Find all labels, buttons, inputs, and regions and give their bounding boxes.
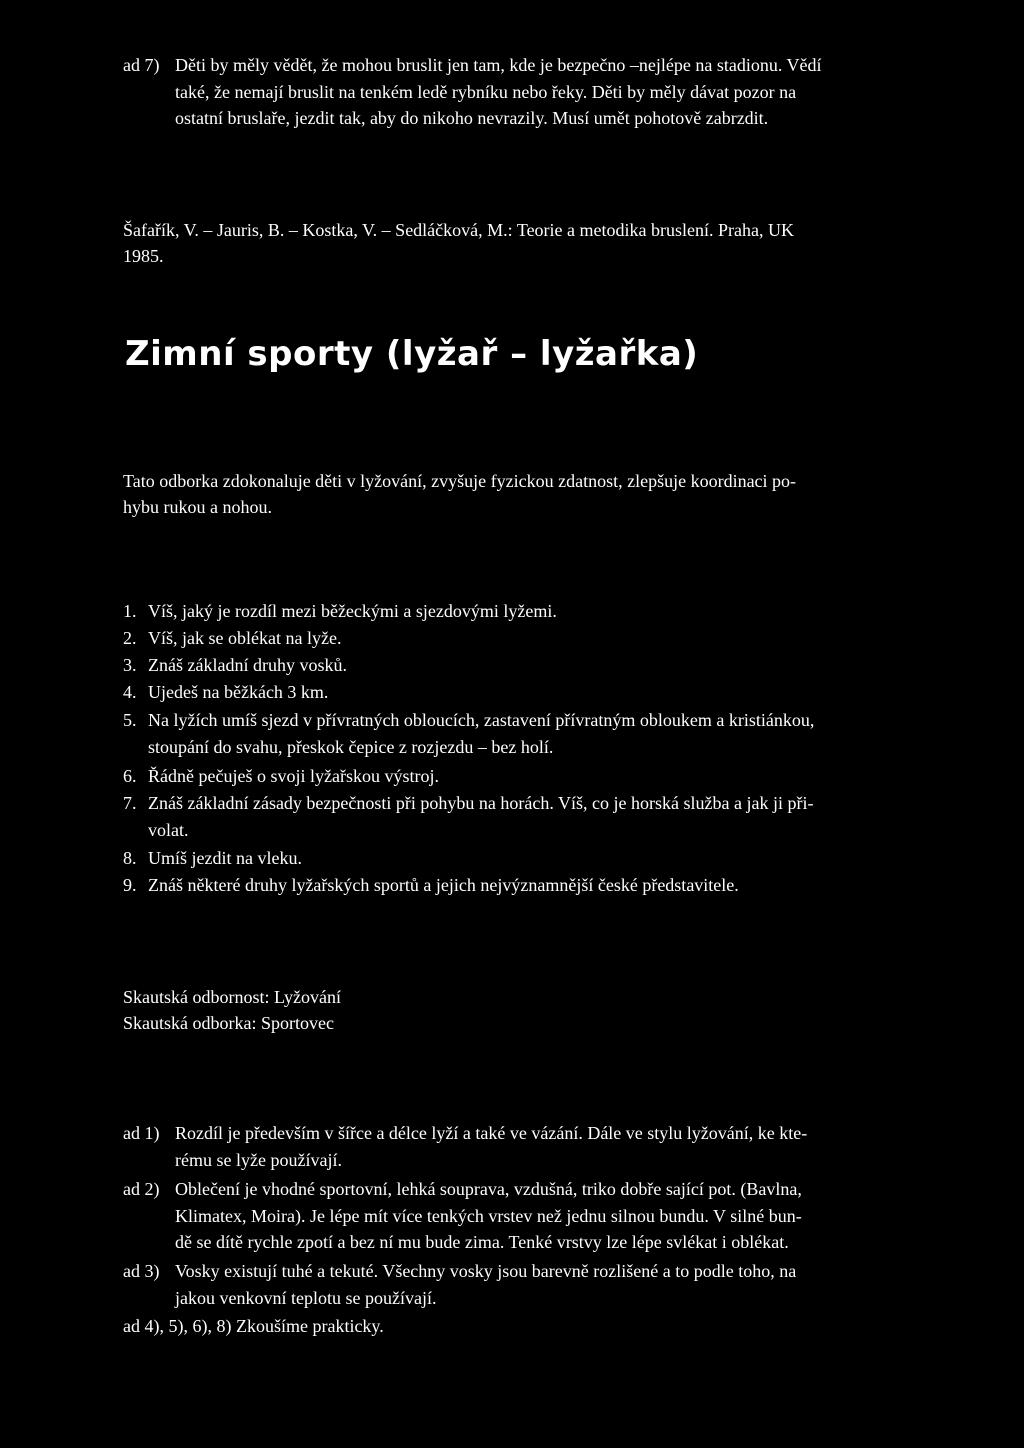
answer-item (123, 1120, 983, 1173)
list-item-text: Znáš základní zásady bezpečnosti při pohybu na horách. Víš, co je horská služba a jak ji při- (148, 793, 814, 813)
answer-line: dě se dítě rychle zpotí a bez ní mu bude zima. Tenké vrstvy lze lépe svlékat i oblékat. (175, 1232, 789, 1252)
answer-line: Klimatex, Moira). Je lépe mít více tenkých vrstev než jednu silnou bundu. V silné bun- (175, 1205, 802, 1226)
answer-label: ad 2) (123, 1179, 160, 1199)
list-item (123, 845, 983, 872)
top-note (123, 52, 983, 132)
answer-text: Zkoušíme prakticky. (235, 1316, 384, 1336)
answer-item (123, 1258, 983, 1311)
answer-label: ad 4), 5), 6), 8) (123, 1316, 232, 1336)
list-item-text: Ujedeš na běžkách 3 km. (148, 682, 329, 702)
top-note-line: Děti by měly vědět, že mohou bruslit jen tam, kde je bezpečno –nejlépe na stadionu. Vědí (175, 55, 822, 75)
list-item-text: Na lyžích umíš sjezd v přívratných obloucích, zastavení přívratným obloukem a kristiánkou, (148, 710, 815, 730)
intro-line: Tato odborka zdokonaluje děti v lyžování, zvyšuje fyzickou zdatnost, zlepšuje koordinaci po- (123, 471, 797, 491)
top-note-line: ostatní bruslaře, jezdit tak, aby do nikoho nevrazily. Musí umět pohotově zabrzdit. (175, 108, 769, 128)
list-item-number: 2. (123, 628, 137, 648)
list-item-text: Řádně pečuješ o svoji lyžařskou výstroj. (148, 766, 439, 786)
list-item (123, 625, 983, 652)
answer-line: jakou venkovní teplotu se používají. (175, 1287, 437, 1308)
list-item-text: stoupání do svahu, přeskok čepice z rozjezdu – bez holí. (148, 737, 554, 757)
odborka-line: Skautská odborka: Sportovec (123, 1012, 334, 1033)
answer-item (123, 1313, 983, 1340)
answer-item (123, 1176, 983, 1256)
section-heading: Zimní sporty (lyžař – lyžařka) (125, 334, 699, 374)
intro-paragraph (123, 469, 983, 520)
list-item (123, 598, 983, 625)
list-item-number: 5. (123, 710, 137, 730)
top-note-label: ad 7) (123, 55, 160, 75)
list-item-number: 6. (123, 766, 137, 786)
answer-line: Oblečení je vhodné sportovní, lehká souprava, vzdušná, triko dobře sající pot. (Bavlna, (175, 1179, 802, 1199)
answer-line: rému se lyže používají. (175, 1149, 342, 1170)
list-item-text: volat. (148, 820, 189, 840)
answer-line (123, 1313, 983, 1340)
list-item-number: 9. (123, 875, 137, 895)
list-item-number: 3. (123, 655, 137, 675)
reference-line: 1985. (123, 245, 164, 266)
list-item-text: Znáš některé druhy lyžařských sportů a jejich nejvýznamnější české představitele. (148, 875, 739, 895)
list-item-text: Umíš jezdit na vleku. (148, 848, 302, 868)
list-item (123, 679, 983, 706)
answer-line: Vosky existují tuhé a tekuté. Všechny vosky jsou barevně rozlišené a to podle toho, na (175, 1261, 797, 1281)
reference-line: Šafařík, V. – Jauris, B. – Kostka, V. – Sedláčková, M.: Teorie a metodika bruslení. Praha, UK (123, 220, 794, 240)
list-item (123, 872, 983, 899)
list-item-number: 1. (123, 601, 137, 621)
list-item (123, 790, 983, 844)
list-item-text: Víš, jak se oblékat na lyže. (148, 628, 342, 648)
answer-line: Rozdíl je především v šířce a délce lyží a také ve vázání. Dále ve stylu lyžování, ke kte- (175, 1123, 808, 1143)
top-note-text (123, 52, 983, 132)
list-item-number: 4. (123, 682, 137, 702)
answer-label: ad 3) (123, 1261, 160, 1281)
list-item (123, 707, 983, 761)
list-item-number: 8. (123, 848, 137, 868)
intro-line: hybu rukou a nohou. (123, 496, 272, 517)
list-item-number: 7. (123, 793, 137, 813)
odbornost-info (123, 985, 983, 1036)
reference (123, 218, 983, 269)
list-item (123, 763, 983, 790)
answer-label: ad 1) (123, 1123, 160, 1143)
odbornost-line: Skautská odbornost: Lyžování (123, 987, 341, 1007)
list-item-text: Znáš základní druhy vosků. (148, 655, 347, 675)
list-item-text: Víš, jaký je rozdíl mezi běžeckými a sjezdovými lyžemi. (148, 601, 557, 621)
top-note-line: také, že nemají bruslit na tenkém ledě rybníku nebo řeky. Děti by měly dávat pozor na (175, 81, 797, 102)
list-item (123, 652, 983, 679)
